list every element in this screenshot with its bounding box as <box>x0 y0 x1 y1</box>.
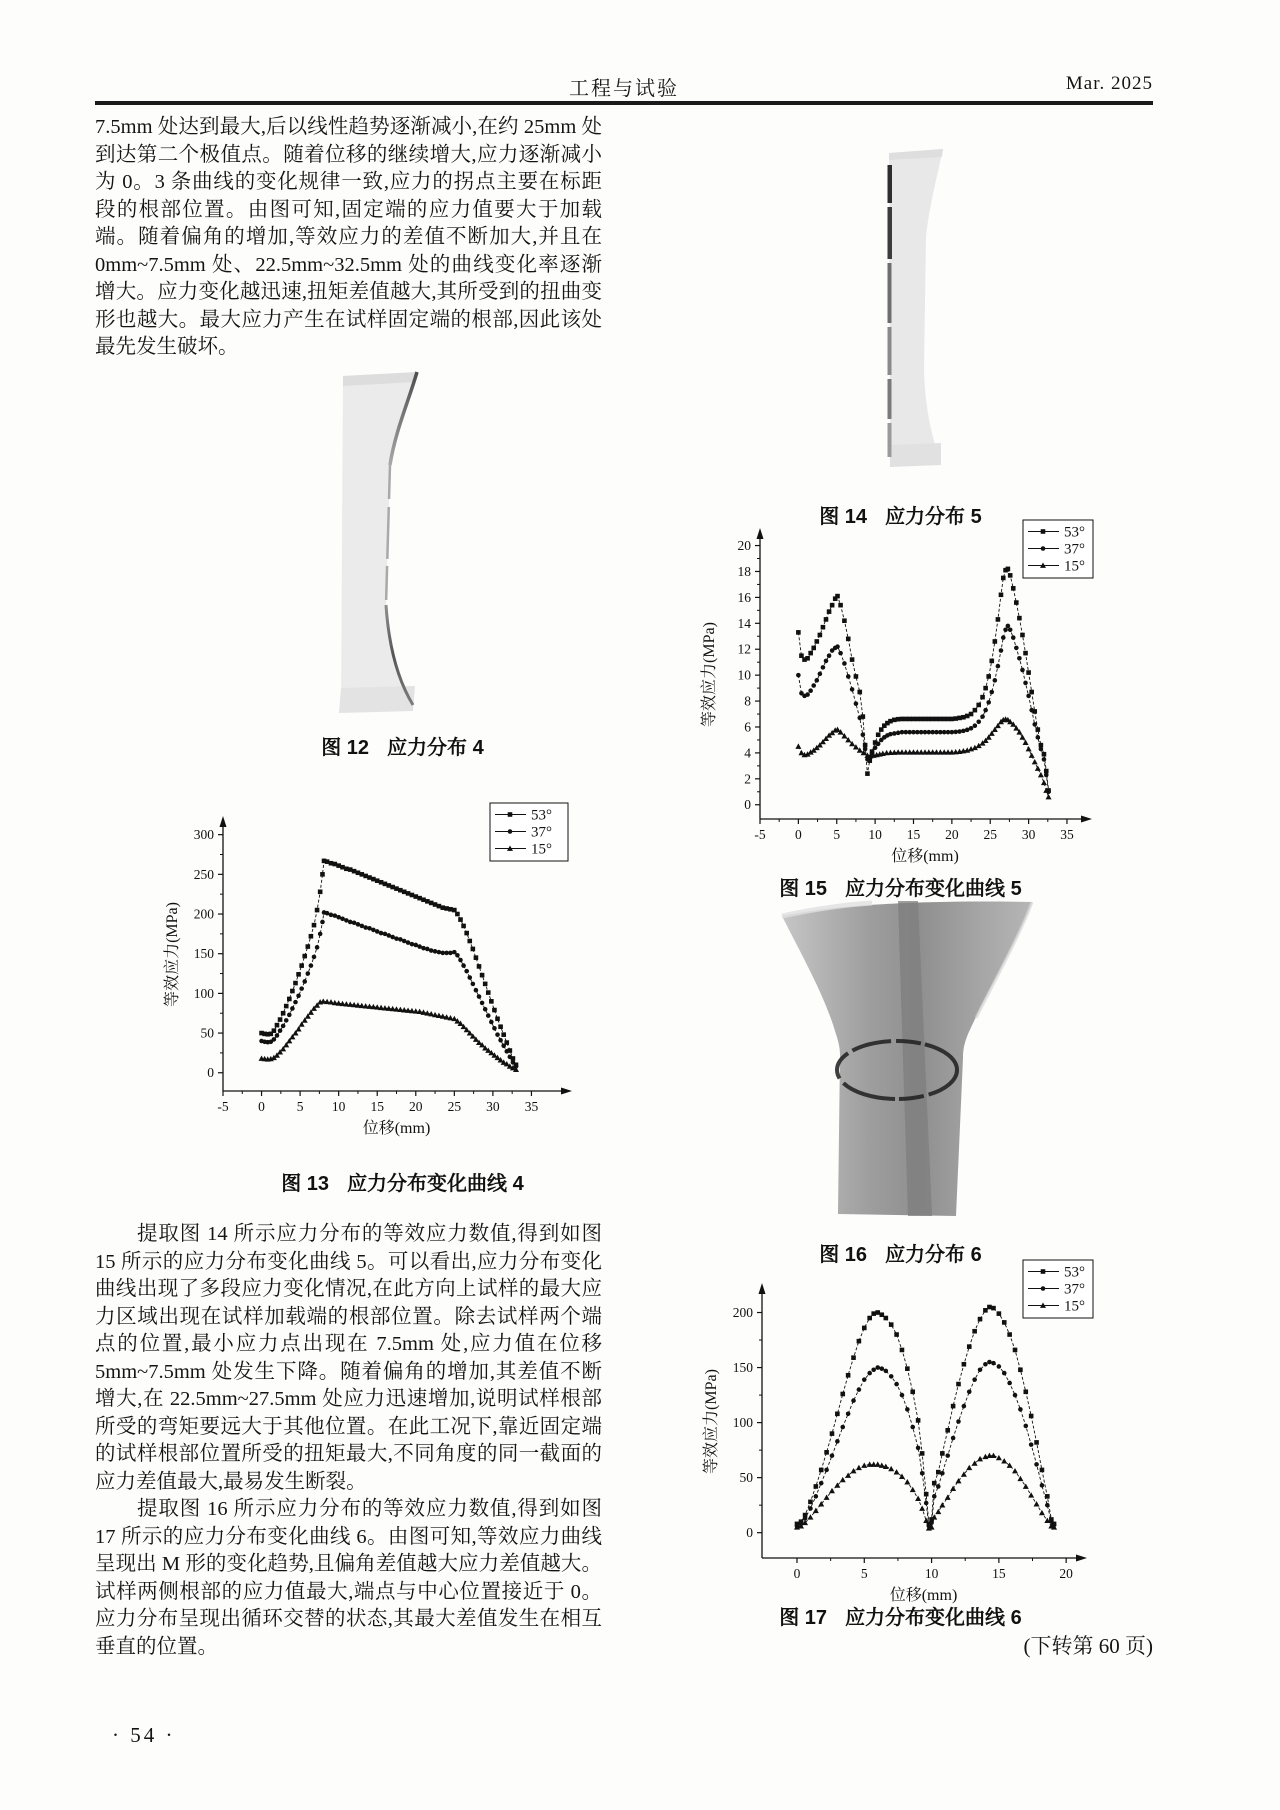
svg-text:100: 100 <box>193 985 214 1001</box>
svg-text:35: 35 <box>1060 827 1074 842</box>
figure12-caption-label: 图 12 <box>321 737 370 759</box>
svg-text:-5: -5 <box>754 827 766 842</box>
figure13-caption-label: 图 13 <box>281 1173 330 1195</box>
svg-text:10: 10 <box>924 1566 939 1581</box>
svg-text:2: 2 <box>744 771 751 787</box>
figure14-stress-distribution-image <box>885 145 947 475</box>
svg-text:53°: 53° <box>1064 524 1085 541</box>
svg-text:25: 25 <box>983 827 997 842</box>
svg-text:37°: 37° <box>531 824 552 841</box>
svg-text:6: 6 <box>744 719 751 735</box>
svg-text:14: 14 <box>737 615 751 631</box>
svg-text:位移(mm): 位移(mm) <box>362 1120 431 1137</box>
svg-text:150: 150 <box>732 1360 753 1376</box>
svg-text:16: 16 <box>737 589 751 605</box>
figure17-caption-label: 图 17 <box>779 1607 828 1629</box>
svg-text:18: 18 <box>737 563 751 579</box>
svg-text:53°: 53° <box>1064 1264 1085 1281</box>
svg-text:12: 12 <box>737 641 751 657</box>
svg-text:位移(mm): 位移(mm) <box>891 848 959 865</box>
svg-text:250: 250 <box>193 866 214 882</box>
svg-text:20: 20 <box>409 1099 423 1114</box>
svg-text:5: 5 <box>860 1566 868 1581</box>
svg-text:20: 20 <box>945 827 959 842</box>
figure15-caption-title: 应力分布变化曲线 5 <box>845 878 1022 900</box>
figure16-caption-label: 图 16 <box>819 1244 868 1266</box>
figure17-caption <box>648 1601 1153 1630</box>
svg-text:150: 150 <box>193 946 214 962</box>
figure17-caption-title: 应力分布变化曲线 6 <box>845 1607 1022 1629</box>
figure15-caption <box>648 872 1153 901</box>
svg-text:0: 0 <box>744 797 751 813</box>
svg-text:等效应力(MPa): 等效应力(MPa) <box>701 622 718 727</box>
svg-text:15: 15 <box>992 1566 1006 1581</box>
svg-text:8: 8 <box>744 693 751 709</box>
svg-text:15°: 15° <box>531 841 552 858</box>
svg-text:等效应力(MPa): 等效应力(MPa) <box>703 1369 720 1474</box>
svg-text:50: 50 <box>200 1025 214 1041</box>
svg-text:200: 200 <box>732 1305 753 1321</box>
figure15-caption-label: 图 15 <box>779 878 828 900</box>
paragraph-3: 提取图 16 所示应力分布的等效应力数值,得到如图 17 所示的应力分布变化曲线 6。由图可知,等效应力曲线呈现出 M 形的变化趋势,且偏角差值越大应力差值越大。试样两侧根部的应力值最大,端点与中心位置接近于 0。应力分布呈现出循环交替的状态,其最大差值发生在相互垂直的位置。 <box>95 1498 602 1658</box>
svg-text:30: 30 <box>1021 827 1036 842</box>
figure16-caption-title: 应力分布 6 <box>885 1244 982 1266</box>
svg-text:37°: 37° <box>1064 541 1085 558</box>
svg-text:0: 0 <box>258 1099 265 1114</box>
figure14-caption-title: 应力分布 5 <box>885 506 982 528</box>
svg-text:200: 200 <box>193 906 214 922</box>
svg-text:5: 5 <box>833 827 841 842</box>
svg-text:等效应力(MPa): 等效应力(MPa) <box>164 902 181 1007</box>
figure12-stress-distribution-image <box>333 370 433 715</box>
svg-text:10: 10 <box>868 827 882 842</box>
svg-text:100: 100 <box>732 1415 753 1431</box>
figure13-caption <box>150 1167 655 1196</box>
svg-text:0: 0 <box>793 1566 801 1581</box>
svg-text:10: 10 <box>331 1099 346 1114</box>
svg-text:37°: 37° <box>1064 1281 1085 1298</box>
svg-text:10: 10 <box>737 667 751 683</box>
continued-on-page-note: (下转第 60 页) <box>1023 1634 1153 1658</box>
svg-text:30: 30 <box>486 1099 500 1114</box>
journal-title: 工程与试验 <box>569 78 679 100</box>
figure15-stress-curve-chart <box>620 505 1100 895</box>
svg-text:50: 50 <box>739 1470 753 1486</box>
figure16-stress-distribution-image <box>780 900 1035 1216</box>
figure13-stress-curve-chart <box>140 700 600 1170</box>
figure12-caption-title: 应力分布 4 <box>387 737 484 759</box>
figure13-caption-title: 应力分布变化曲线 4 <box>347 1173 524 1195</box>
svg-text:15°: 15° <box>1064 1298 1085 1315</box>
svg-text:20: 20 <box>737 538 751 554</box>
svg-text:20: 20 <box>1059 1566 1073 1581</box>
page-number: · 54 · <box>112 1723 176 1747</box>
paragraph-1: 7.5mm 处达到最大,后以线性趋势逐渐减小,在约 25mm 处到达第二个极值点。随着位移的继续增大,应力逐渐减小为 0。3 条曲线的变化规律一致,应力的拐点主要在标距段的根部位置。由图可知,固定端的应力值要大于加载端。随着偏角的增加,等效应力的差值不断加大,并且在 0mm~7.5mm 处、22.5mm~32.5mm 处的曲线变化率逐渐增大。应力变化越迅速,扭矩差值越大,其所受到的扭曲变形也越大。最大应力产生在试样固定端的根部,因此该处最先发生破坏。 <box>95 116 602 358</box>
svg-text:15°: 15° <box>1064 558 1085 575</box>
header-rule <box>95 101 1153 105</box>
svg-text:0: 0 <box>746 1525 753 1541</box>
svg-text:25: 25 <box>447 1099 462 1114</box>
svg-text:0: 0 <box>794 827 802 842</box>
paragraph-2: 提取图 14 所示应力分布的等效应力数值,得到如图 15 所示的应力分布变化曲线 5。可以看出,应力分布变化曲线出现了多段应力变化情况,在此方向上试样的最大应力区域出现在试样加载端的根部位置。除去试样两个端点的位置,最小应力点出现在 7.5mm 处,应力值在位移 5mm~7.5mm 处发生下降。随着偏角的增加,其差值不断增大,在 22.5mm~27.5mm 处应力迅速增加,说明试样根部所受的弯矩要远大于其他位置。在此工况下,靠近固定端的试样根部位置所受的扭矩最大,不同角度的同一截面的应力差值最大,最易发生断裂。 <box>95 1223 602 1493</box>
svg-text:300: 300 <box>193 827 214 843</box>
issue-date: Mar. 2025 <box>1065 73 1153 94</box>
svg-text:-5: -5 <box>217 1099 229 1114</box>
svg-text:15: 15 <box>906 827 921 842</box>
svg-text:5: 5 <box>296 1099 304 1114</box>
figure17-stress-curve-chart <box>620 1245 1100 1605</box>
svg-text:位移(mm): 位移(mm) <box>889 1587 958 1604</box>
svg-text:0: 0 <box>207 1065 214 1081</box>
svg-text:15: 15 <box>370 1099 384 1114</box>
svg-text:35: 35 <box>524 1099 539 1114</box>
svg-text:53°: 53° <box>531 807 552 824</box>
figure14-caption-label: 图 14 <box>819 506 868 528</box>
svg-text:4: 4 <box>744 745 751 761</box>
